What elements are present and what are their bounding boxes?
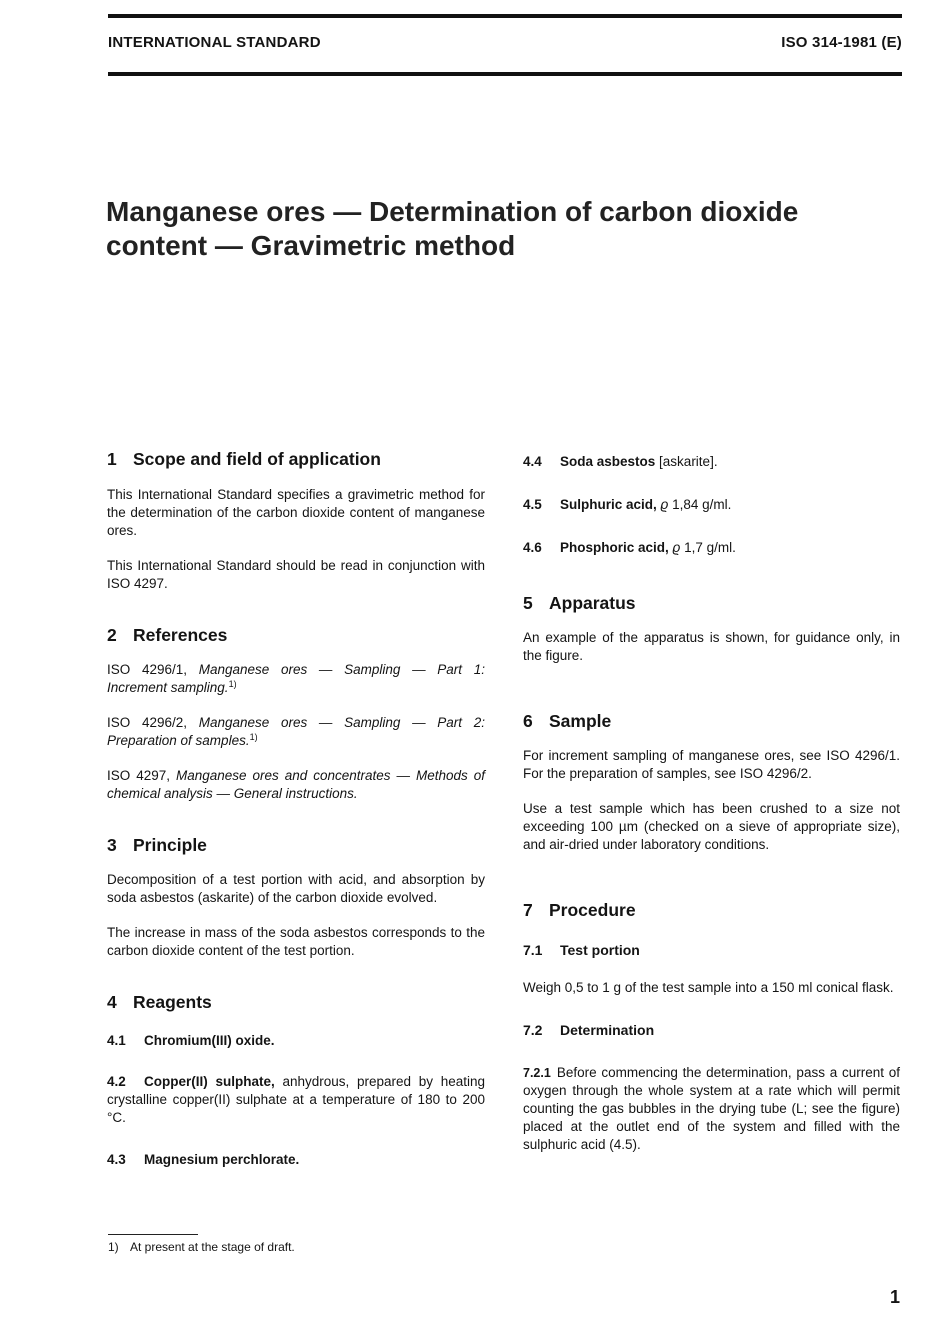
page-number: 1 — [889, 1287, 900, 1307]
header-rule-top — [108, 14, 902, 18]
document-title — [106, 195, 886, 263]
reagent-4-5: 4.5 Sulphuric acid, ϱ 1,84 g/ml. — [523, 497, 732, 512]
section-4-heading: 4 Reagents — [107, 992, 212, 1012]
subsection-7-2-heading: 7.2 Determination — [523, 1022, 655, 1038]
footnote-rule — [108, 1234, 198, 1235]
reagent-4-4: 4.4 Soda asbestos [askarite]. — [523, 454, 718, 469]
standard-label: INTERNATIONAL STANDARD — [108, 34, 321, 51]
section-1-paragraph-2: This International Standard should be read in conjunction with ISO 4297. — [107, 558, 485, 591]
paragraph-7-2-1: 7.2.1 Before commencing the determination, pass a current of oxygen through the whole system at a rate which will permit counting the gas bubbles in the drying tube (L; see the figure) placed at the outlet end of the system and filled with the sulphuric acid (4.5). — [523, 1065, 900, 1152]
reference-1: ISO 4296/1, Manganese ores — Sampling — Part 1: Increment sampling.$^{1)}$ — [107, 662, 485, 695]
section-1-heading: 1 Scope and field of application — [107, 449, 381, 469]
section-3-heading: 3 Principle — [107, 835, 207, 855]
footnote: 1) At present at the stage of draft. — [108, 1240, 295, 1254]
section-7-heading: 7 Procedure — [523, 900, 636, 920]
reference-2: ISO 4296/2, Manganese ores — Sampling — Part 2: Preparation of samples.$^{1)}$ — [107, 715, 485, 748]
section-1-paragraph-1: This International Standard specifies a gravimetric method for the determination of the carbon dioxide content of manganese ores. — [107, 487, 485, 538]
header-rule-bottom — [108, 72, 902, 76]
subsection-7-1-paragraph: Weigh 0,5 to 1 g of the test sample into a 150 ml conical flask. — [523, 980, 894, 995]
reagent-4-6: 4.6 Phosphoric acid, ϱ 1,7 g/ml. — [523, 540, 736, 555]
reference-3: ISO 4297, Manganese ores and concentrates — Methods of chemical analysis — General instructions. — [107, 768, 485, 801]
title-line-2: content — Gravimetric method — [106, 230, 516, 261]
section-6-paragraph-1: For increment sampling of manganese ores, see ISO 4296/1. For the preparation of samples, see ISO 4296/2. — [523, 748, 900, 781]
section-2-heading: 2 References — [107, 625, 228, 645]
section-5-heading: 5 Apparatus — [523, 593, 636, 613]
subsection-7-1-heading: 7.1 Test portion — [523, 942, 640, 958]
section-5-paragraph-1: An example of the apparatus is shown, for guidance only, in the figure. — [523, 630, 900, 663]
standard-number: ISO 314-1981 (E) — [781, 34, 902, 51]
reagent-4-3: 4.3 Magnesium perchlorate. — [107, 1152, 300, 1167]
section-6-paragraph-2: Use a test sample which has been crushed to a size not exceeding 100 µm (checked on a sieve of appropriate size), and air-dried under laboratory conditions. — [523, 801, 900, 852]
reagent-4-2: 4.2 Copper(II) sulphate, anhydrous, prepared by heating crystalline copper(II) sulphate at a temperature of 180 to 200 °C. — [107, 1074, 485, 1125]
section-3-paragraph-1: Decomposition of a test portion with acid, and absorption by soda asbestos (askarite) of the carbon dioxide evolved. — [107, 872, 485, 905]
left-column — [107, 450, 485, 1169]
right-column — [523, 450, 900, 1154]
reagent-4-1: 4.1 Chromium(III) oxide. — [107, 1033, 275, 1048]
title-line-1: Manganese ores — Determination of carbon dioxide — [106, 196, 799, 227]
section-6-heading: 6 Sample — [523, 711, 612, 731]
section-3-paragraph-2: The increase in mass of the soda asbestos corresponds to the carbon dioxide content of the test portion. — [107, 925, 485, 958]
